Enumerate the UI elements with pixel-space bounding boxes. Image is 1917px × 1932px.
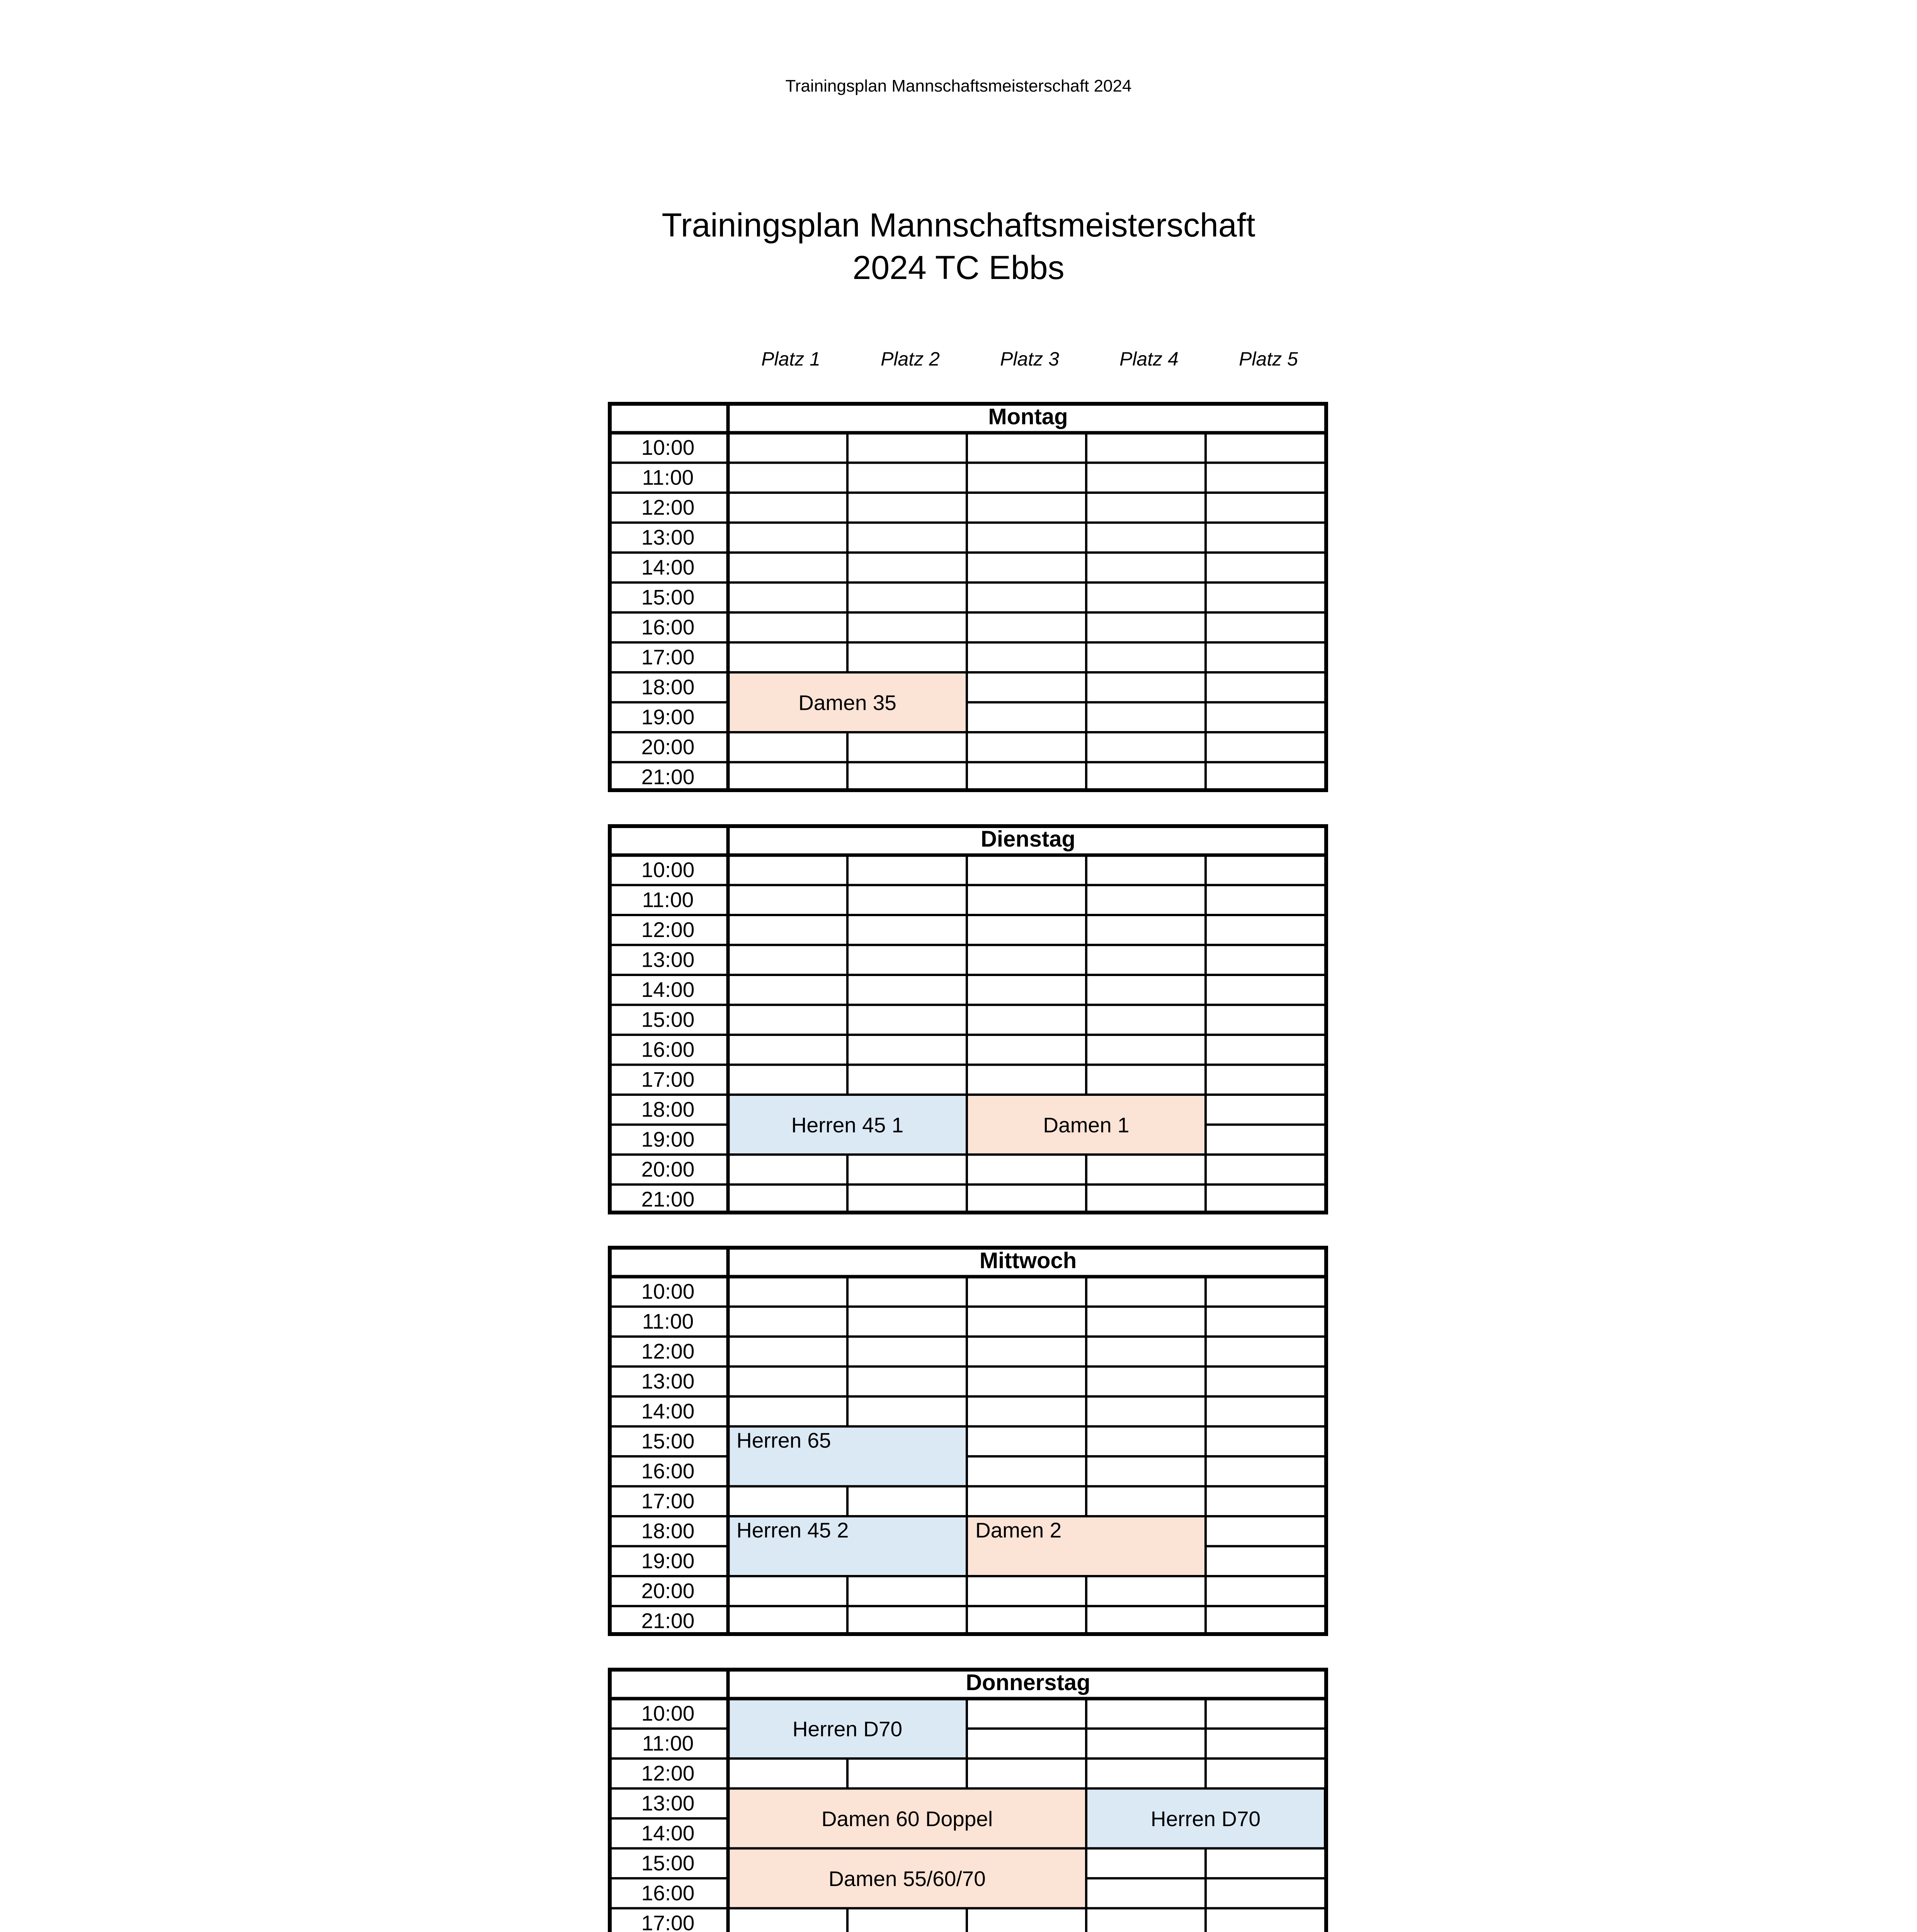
time-label: 14:00 xyxy=(641,978,695,1002)
title-line-1: Trainingsplan Mannschaftsmeisterschaft xyxy=(662,207,1255,244)
time-label: 17:00 xyxy=(641,1067,695,1092)
time-label: 20:00 xyxy=(641,735,695,759)
schedule-table-mittwoch xyxy=(608,1246,1328,1644)
time-label: 10:00 xyxy=(641,1279,695,1303)
time-label: 10:00 xyxy=(641,1701,695,1725)
schedule-table-dienstag xyxy=(608,824,1328,1222)
time-label: 15:00 xyxy=(641,585,695,609)
day-title: Montag xyxy=(988,404,1068,429)
time-label: 14:00 xyxy=(641,1821,695,1845)
time-label: 19:00 xyxy=(641,1127,695,1151)
time-label: 17:00 xyxy=(641,1911,695,1932)
time-label: 12:00 xyxy=(641,1339,695,1363)
title-line-2: 2024 TC Ebbs xyxy=(852,249,1065,286)
time-label: 20:00 xyxy=(641,1157,695,1181)
time-label: 14:00 xyxy=(641,1399,695,1423)
time-label: 16:00 xyxy=(641,1459,695,1483)
time-label: 14:00 xyxy=(641,555,695,579)
time-label: 15:00 xyxy=(641,1007,695,1032)
time-label: 19:00 xyxy=(641,1549,695,1573)
time-label: 13:00 xyxy=(641,947,695,972)
booking-label: Damen 60 Doppel xyxy=(821,1807,993,1831)
time-label: 17:00 xyxy=(641,1489,695,1513)
court-label-4: Platz 4 xyxy=(1119,348,1179,370)
time-label: 16:00 xyxy=(641,1881,695,1905)
time-label: 16:00 xyxy=(641,615,695,639)
time-label: 11:00 xyxy=(642,465,694,490)
time-label: 11:00 xyxy=(642,888,694,912)
time-label: 13:00 xyxy=(641,1369,695,1393)
booking-label: Herren 45 1 xyxy=(791,1113,904,1137)
schedule-table-montag xyxy=(608,402,1328,800)
time-label: 12:00 xyxy=(641,1761,695,1785)
booking-label: Damen 1 xyxy=(1043,1113,1129,1137)
time-label: 19:00 xyxy=(641,705,695,729)
booking-label: Herren 45 2 xyxy=(737,1518,849,1542)
booking-label: Herren D70 xyxy=(792,1717,903,1741)
time-label: 15:00 xyxy=(641,1429,695,1453)
schedule-table-donnerstag xyxy=(608,1668,1328,1932)
page-title xyxy=(0,204,1917,289)
time-label: 12:00 xyxy=(641,918,695,942)
time-label: 16:00 xyxy=(641,1037,695,1061)
court-label-2: Platz 2 xyxy=(881,348,940,370)
time-label: 21:00 xyxy=(641,1609,695,1633)
time-label: 20:00 xyxy=(641,1579,695,1603)
time-label: 11:00 xyxy=(642,1309,694,1333)
time-label: 10:00 xyxy=(641,858,695,882)
court-label-3: Platz 3 xyxy=(1000,348,1059,370)
time-label: 18:00 xyxy=(641,1097,695,1121)
page-header: Trainingsplan Mannschaftsmeisterschaft 2024 xyxy=(785,77,1132,95)
court-label-1: Platz 1 xyxy=(761,348,820,370)
booking-label: Damen 35 xyxy=(798,690,896,715)
time-label: 10:00 xyxy=(641,435,695,459)
time-label: 12:00 xyxy=(641,495,695,519)
court-header-row xyxy=(731,348,1328,371)
time-label: 15:00 xyxy=(641,1851,695,1875)
court-label-5: Platz 5 xyxy=(1239,348,1298,370)
time-label: 11:00 xyxy=(642,1731,694,1755)
booking-label: Herren 65 xyxy=(737,1428,831,1452)
booking-label: Herren D70 xyxy=(1150,1807,1261,1831)
booking-label: Damen 55/60/70 xyxy=(828,1867,986,1891)
time-label: 18:00 xyxy=(641,675,695,699)
time-label: 13:00 xyxy=(641,1791,695,1815)
time-label: 18:00 xyxy=(641,1519,695,1543)
day-title: Donnerstag xyxy=(966,1670,1090,1695)
day-title: Dienstag xyxy=(981,827,1075,852)
day-title: Mittwoch xyxy=(979,1248,1077,1273)
time-label: 17:00 xyxy=(641,645,695,669)
time-label: 13:00 xyxy=(641,525,695,549)
time-label: 21:00 xyxy=(641,1187,695,1211)
time-label: 21:00 xyxy=(641,765,695,789)
booking-label: Damen 2 xyxy=(975,1518,1062,1542)
